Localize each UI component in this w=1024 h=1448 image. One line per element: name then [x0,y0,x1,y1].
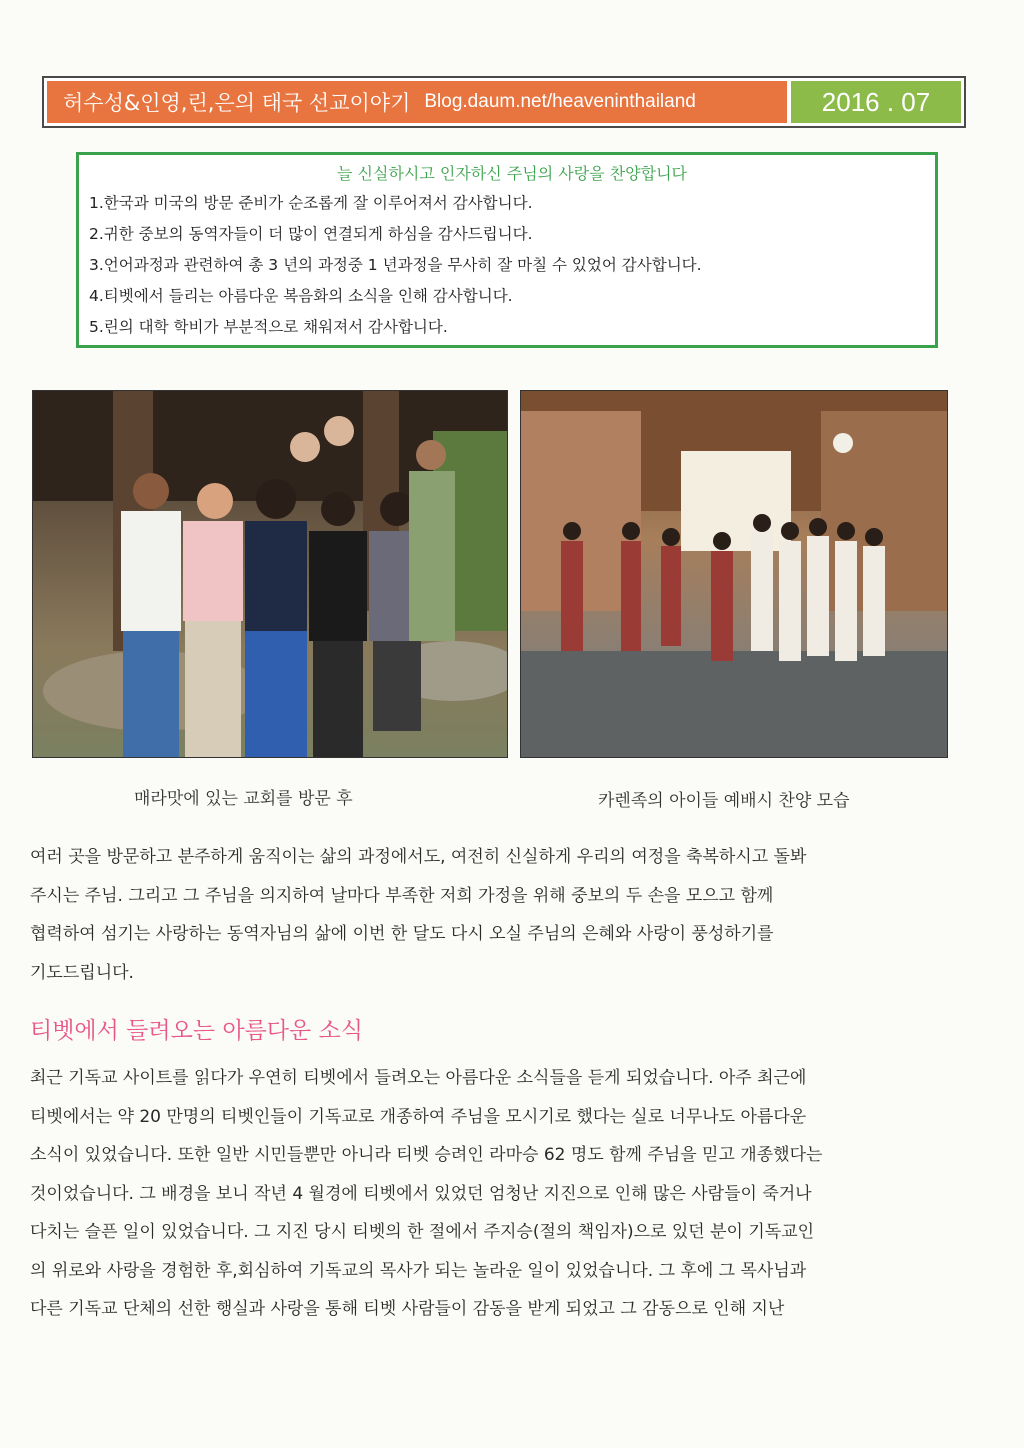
intro-line-1: 여러 곳을 방문하고 분주하게 움직이는 삶의 과정에서도, 여전히 신실하게 우리의 여정을 축복하시고 돌봐 [30,847,807,867]
section-line-4: 것이었습니다. 그 배경을 보니 작년 4 월경에 티벳에서 있었던 엄청난 지진으로 인해 많은 사람들이 죽거나 [30,1183,812,1204]
group-photo [32,390,508,758]
intro-line-3: 협력하여 섬기는 사랑하는 동역자님의 삶에 이번 한 달도 다시 오실 주님의 은혜와 사랑이 풍성하기를 [30,924,774,944]
section-line-7: 다른 기독교 단체의 선한 행실과 사랑을 통해 티벳 사람들이 감동을 받게 되었고 그 감동으로 인해 지난 [30,1299,785,1319]
intro-line-2: 주시는 주님. 그리고 그 주님을 의지하여 날마다 부족한 저희 가정을 위해 중보의 두 손을 모으고 함께 [30,885,774,906]
section-line-6: 의 위로와 사랑을 경험한 후,회심하여 기독교의 목사가 되는 놀라운 일이 있었습니다. 그 후에 그 목사님과 [30,1260,807,1281]
issue-date: 2016 . 07 [791,81,961,123]
blog-address: Blog.daum.net/heaveninthailand [424,91,696,112]
header-title-bar [47,81,787,123]
intro-line-4: 기도드립니다. [30,962,134,983]
left-photo-caption: 매라맛에 있는 교회를 방문 후 [134,789,353,809]
prayer-item-2: 2.귀한 중보의 동역자들이 더 많이 연결되게 하심을 감사드립니다. [89,225,533,243]
right-photo-caption: 카렌족의 아이들 예배시 찬양 모습 [598,791,850,811]
prayer-box [76,152,938,348]
prayer-item-5: 5.린의 대학 학비가 부분적으로 채워져서 감사합니다. [89,318,448,336]
section-heading: 티벳에서 들려오는 아름다운 소식 [30,1018,363,1044]
children-worship-photo [520,390,948,758]
section-line-3: 소식이 있었습니다. 또한 일반 시민들뿐만 아니라 티벳 승려인 라마승 62 명도 함께 주님을 믿고 개종했다는 [30,1145,823,1165]
prayer-item-3: 3.언어과정과 관련하여 총 3 년의 과정중 1 년과정을 무사히 잘 마칠 수 있었어 감사합니다. [89,256,702,274]
section-line-2: 티벳에서는 약 20 만명의 티벳인들이 기독교로 개종하여 주님을 모시기로 했다는 실로 너무나도 아름다운 [30,1106,807,1127]
section-line-1: 최근 기독교 사이트를 읽다가 우연히 티벳에서 들려오는 아름다운 소식들을 듣게 되었습니다. 아주 최근에 [30,1068,807,1088]
section-line-5: 다치는 슬픈 일이 있었습니다. 그 지진 당시 티벳의 한 절에서 주지승(절의 책임자)으로 있던 분이 기독교인 [30,1222,815,1242]
newsletter-header [42,76,966,128]
section-paragraph [30,1059,980,1329]
intro-paragraph [30,838,980,992]
header-title: 허수성&인영,린,은의 태국 선교이야기 [63,91,411,115]
group-photo-illustration [33,391,507,757]
prayer-item-1: 1.한국과 미국의 방문 준비가 순조롭게 잘 이루어져서 감사합니다. [89,194,533,212]
prayer-title: 늘 신실하시고 인자하신 주님의 사랑을 찬양합니다 [336,164,687,183]
prayer-item-4: 4.티벳에서 들리는 아름다운 복음화의 소식을 인해 감사합니다. [89,287,513,305]
children-worship-illustration [521,391,947,757]
